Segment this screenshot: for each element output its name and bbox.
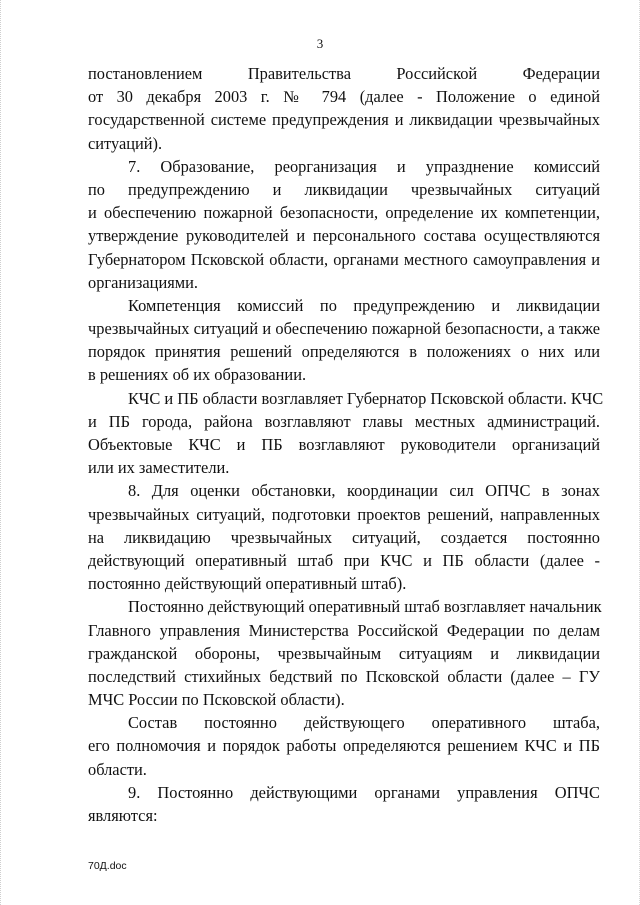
text-line: 9. Постоянно действующими органами управления ОПЧС: [128, 782, 600, 802]
text-line: на ликвидацию чрезвычайных ситуаций, создается постоянно: [88, 527, 600, 547]
text-line: и обеспечению пожарной безопасности, определение их компетенции,: [88, 203, 600, 223]
text-line: последствий стихийных бедствий по Псковской области (далее – ГУ: [88, 666, 600, 686]
text-line: Состав постоянно действующего оперативного штаба,: [128, 713, 600, 733]
page-edge-right: [636, 0, 640, 905]
text-line: в решениях об их образовании.: [88, 365, 307, 385]
text-line: от 30 декабря 2003 г. № 794 (далее - Положение о единой: [88, 87, 600, 107]
page-edge-left: [0, 0, 4, 905]
text-line: утверждение руководителей и персонального состава осуществляются: [88, 226, 600, 246]
text-line: гражданской обороны, чрезвычайным ситуациям и ликвидации: [88, 643, 600, 663]
text-line: организациями.: [88, 272, 199, 292]
text-line: постановлением Правительства Российской Федерации: [88, 64, 600, 83]
footer-filename: 70Д.doc: [88, 860, 127, 872]
text-line: его полномочия и порядок работы определяются решением КЧС и ПБ: [88, 736, 600, 756]
text-line: чрезвычайных ситуаций, подготовки проектов решений, направленных: [88, 504, 600, 524]
document-body: [88, 62, 604, 827]
text-line: области.: [88, 759, 147, 779]
paragraph-item-8: [88, 479, 600, 595]
text-line: порядок принятия решений определяются в положениях о них или: [88, 342, 600, 362]
paragraph-staff-composition: [88, 711, 600, 781]
text-line: Объектовые КЧС и ПБ возглавляют руководители организаций: [88, 435, 600, 454]
text-line: Компетенция комиссий по предупреждению и ликвидации: [128, 295, 600, 315]
text-line: КЧС и ПБ области возглавляет Губернатор Псковской области. КЧС: [128, 388, 604, 408]
text-line: действующий оперативный штаб при КЧС и ПБ области (далее -: [88, 550, 600, 570]
text-line: или их заместители.: [88, 458, 230, 478]
text-line: 7. Образование, реорганизация и упразднение комиссий: [128, 156, 600, 176]
text-line: и ПБ города, района возглавляют главы местных администраций.: [88, 411, 600, 431]
paragraph-item-7: [88, 155, 600, 294]
text-line: Губернатором Псковской области, органами местного самоуправления и: [88, 249, 600, 269]
page-number: 3: [316, 36, 324, 51]
paragraph-item-9: [88, 781, 600, 827]
text-line: 8. Для оценки обстановки, координации сил ОПЧС в зонах: [128, 481, 600, 501]
paragraph-staff-head: [88, 595, 600, 711]
text-line: МЧС России по Псковской области).: [88, 690, 345, 710]
text-line: являются:: [88, 806, 158, 825]
paragraph-competence: [88, 294, 600, 387]
paragraph-continuation: [88, 62, 600, 155]
text-line: постоянно действующий оперативный штаб).: [88, 574, 407, 594]
text-line: государственной системе предупреждения и ликвидации чрезвычайных: [88, 110, 600, 130]
paragraph-leadership: [88, 387, 604, 480]
text-line: Постоянно действующий оперативный штаб возглавляет начальник: [128, 597, 602, 617]
text-line: по предупреждению и ликвидации чрезвычайных ситуаций: [88, 179, 600, 199]
text-line: Главного управления Министерства Российской Федерации по делам: [88, 620, 600, 640]
text-line: ситуаций).: [88, 133, 163, 153]
text-line: чрезвычайных ситуаций и обеспечению пожарной безопасности, а также: [88, 319, 600, 339]
